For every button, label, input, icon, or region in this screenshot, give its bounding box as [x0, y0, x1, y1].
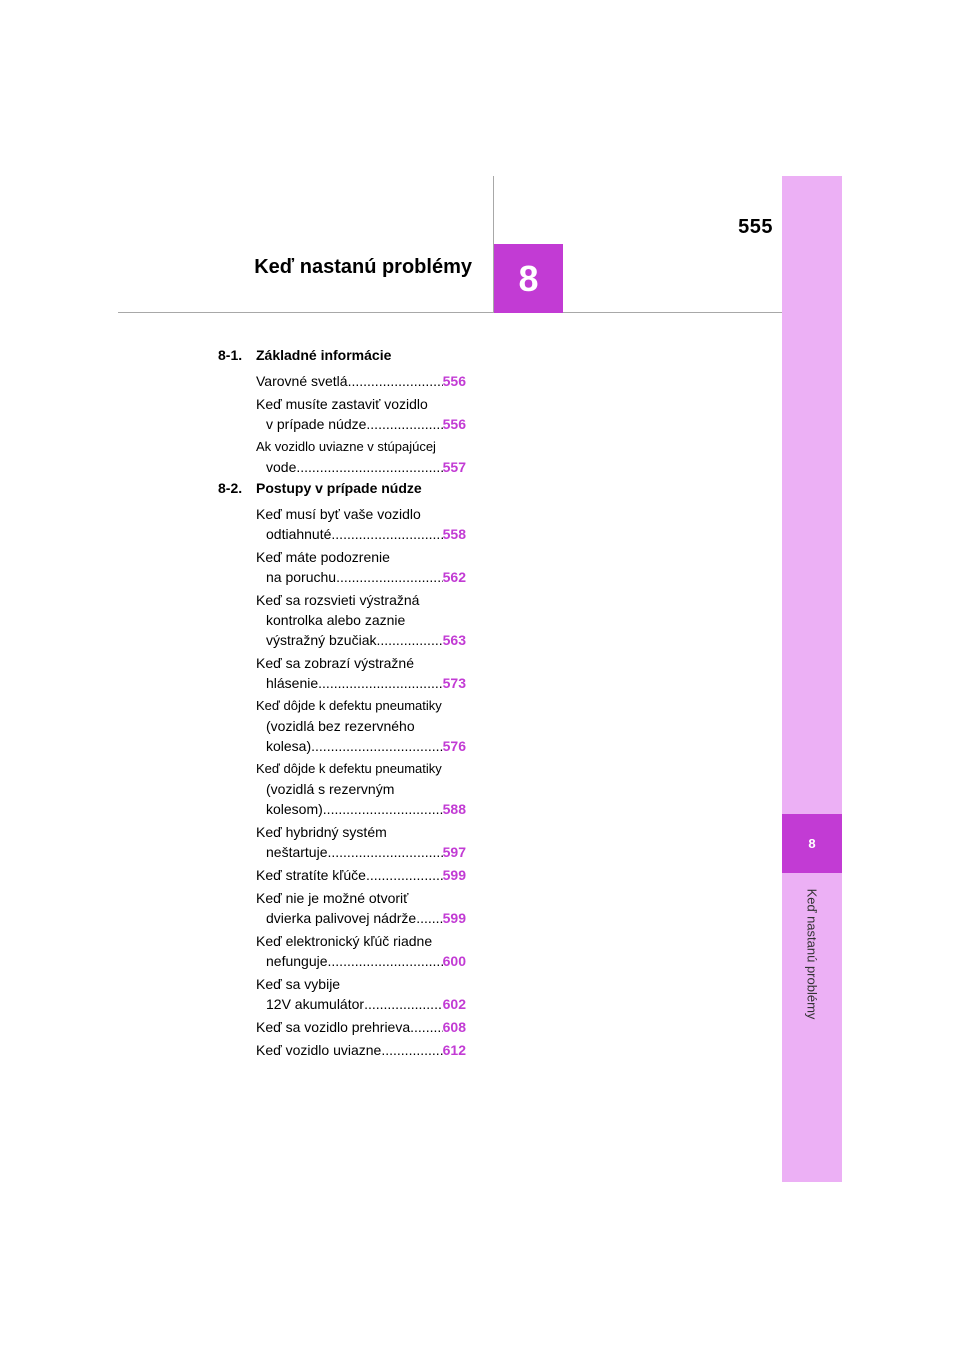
side-chapter-tab[interactable]: 8	[782, 814, 842, 873]
toc-entry-text: hlásenie	[266, 675, 319, 691]
toc-entry[interactable]	[256, 590, 466, 650]
chapter-number-box: 8	[494, 244, 563, 313]
toc-entry-last-line	[256, 799, 466, 819]
dot-leader	[366, 865, 443, 885]
toc-entry-last-line	[256, 673, 466, 693]
toc-page-link[interactable]: 563	[442, 632, 466, 648]
dot-leader	[327, 842, 442, 862]
toc-page-link[interactable]: 556	[442, 373, 466, 389]
toc-entry[interactable]	[256, 437, 466, 477]
toc-entry[interactable]	[256, 653, 466, 693]
dot-leader	[364, 994, 443, 1014]
toc-entry-text: kolesa)	[266, 738, 312, 754]
side-thumb-strip	[782, 176, 842, 1182]
toc-entry-text: neštartuje	[266, 844, 328, 860]
toc-entry-line: Keď musí byť vaše vozidlo	[256, 506, 421, 522]
toc-entry[interactable]	[256, 1040, 466, 1060]
dot-leader	[328, 951, 443, 971]
toc-entry[interactable]	[256, 759, 466, 819]
toc-entry-text: odtiahnuté	[266, 526, 332, 542]
toc-entry[interactable]	[256, 696, 466, 756]
section-number: 8-1.	[218, 347, 243, 363]
toc-entry-line: (vozidlá s rezervným	[266, 781, 395, 797]
dot-leader	[331, 524, 442, 544]
toc-entry-last-line	[256, 567, 466, 587]
toc-entry[interactable]	[256, 888, 466, 928]
toc-section-heading	[218, 346, 468, 368]
dot-leader	[296, 457, 442, 477]
toc-entry-last-line	[256, 736, 466, 756]
toc-entry[interactable]	[256, 1017, 466, 1037]
toc-entry-last-line	[256, 371, 466, 391]
toc-entry[interactable]	[256, 931, 466, 971]
toc-entry-text: nefunguje	[266, 953, 328, 969]
toc-entry-text: dvierka palivovej nádrže	[266, 910, 417, 926]
toc-page-link[interactable]: 588	[442, 801, 466, 817]
toc-entry-last-line	[256, 457, 466, 477]
toc-entry-line: Keď musíte zastaviť vozidlo	[256, 396, 428, 412]
toc-entry-last-line	[256, 951, 466, 971]
page-number: 555	[738, 216, 773, 238]
toc-page-link[interactable]: 556	[442, 416, 466, 432]
toc-page-link[interactable]: 597	[442, 844, 466, 860]
toc-page-link[interactable]: 612	[442, 1042, 466, 1058]
toc-entry-text: vode	[266, 459, 297, 475]
section-number: 8-2.	[218, 480, 243, 496]
toc-entry-last-line	[256, 865, 466, 885]
toc-entry-text: Keď vozidlo uviazne	[256, 1042, 382, 1058]
toc-entry-line: Keď sa zobrazí výstražné	[256, 655, 415, 671]
toc-page-link[interactable]: 608	[442, 1019, 466, 1035]
toc-entry-last-line	[256, 414, 466, 434]
toc-page-link[interactable]: 600	[442, 953, 466, 969]
section-title: Základné informácie	[256, 347, 392, 363]
section-title: Postupy v prípade núdze	[256, 480, 422, 496]
toc-entry-line: kontrolka alebo zaznie	[266, 612, 406, 628]
toc-entry[interactable]	[256, 394, 466, 434]
dot-leader	[376, 630, 442, 650]
toc-entry-line: Ak vozidlo uviazne v stúpajúcej	[256, 439, 436, 454]
toc-page-link[interactable]: 602	[442, 996, 466, 1012]
toc-entry-last-line	[256, 1040, 466, 1060]
dot-leader	[336, 567, 443, 587]
toc-page-link[interactable]: 557	[442, 459, 466, 475]
table-of-contents	[218, 346, 468, 1060]
toc-entry-last-line	[256, 994, 466, 1014]
toc-entry-line: Keď sa vybije	[256, 976, 341, 992]
header-horizontal-rule	[118, 312, 782, 313]
dot-leader	[381, 1040, 442, 1060]
toc-entry[interactable]	[256, 865, 466, 885]
toc-entry-line: Keď dôjde k defektu pneumatiky	[256, 698, 442, 713]
chapter-title: Keď nastanú problémy	[254, 256, 472, 278]
toc-entry-text: v prípade núdze	[266, 416, 367, 432]
toc-page-link[interactable]: 599	[442, 910, 466, 926]
toc-page-link[interactable]: 558	[442, 526, 466, 542]
toc-entry[interactable]	[256, 822, 466, 862]
toc-entry-line: Keď hybridný systém	[256, 824, 387, 840]
toc-entry[interactable]	[256, 371, 466, 391]
toc-entry-last-line	[256, 842, 466, 862]
dot-leader	[410, 1017, 443, 1037]
toc-entry-text: výstražný bzučiak	[266, 632, 377, 648]
toc-entry-line: Keď elektronický kľúč riadne	[256, 933, 433, 949]
toc-entry-text: na poruchu	[266, 569, 337, 585]
toc-section-heading	[218, 479, 468, 501]
side-chapter-label: Keď nastanú problémy	[804, 888, 820, 1020]
toc-entry-line: Keď dôjde k defektu pneumatiky	[256, 761, 442, 776]
toc-entry-text: 12V akumulátor	[266, 996, 365, 1012]
toc-entry-text: Keď stratíte kľúče	[256, 867, 366, 883]
toc-entry[interactable]	[256, 504, 466, 544]
toc-entry-last-line	[256, 524, 466, 544]
toc-page-link[interactable]: 562	[442, 569, 466, 585]
toc-entry-line: Keď sa rozsvieti výstražná	[256, 592, 420, 608]
toc-entry[interactable]	[256, 547, 466, 587]
toc-page-link[interactable]: 573	[442, 675, 466, 691]
toc-entry-line: Keď máte podozrenie	[256, 549, 390, 565]
dot-leader	[318, 673, 442, 693]
toc-entry-text: Keď sa vozidlo prehrieva	[256, 1019, 411, 1035]
toc-page-link[interactable]: 599	[442, 867, 466, 883]
toc-entry-text: kolesom)	[266, 801, 323, 817]
toc-entry-last-line	[256, 908, 466, 928]
dot-leader	[416, 908, 442, 928]
dot-leader	[323, 799, 443, 819]
dot-leader	[311, 736, 443, 756]
toc-entry-line: Keď nie je možné otvoriť	[256, 890, 409, 906]
dot-leader	[348, 371, 443, 391]
toc-entry-last-line	[256, 630, 466, 650]
toc-entry-last-line	[256, 1017, 466, 1037]
toc-entry-text: Varovné svetlá	[256, 373, 348, 389]
dot-leader	[366, 414, 442, 434]
toc-entry[interactable]	[256, 974, 466, 1014]
toc-page-link[interactable]: 576	[442, 738, 466, 754]
toc-entry-line: (vozidlá bez rezervného	[266, 718, 415, 734]
